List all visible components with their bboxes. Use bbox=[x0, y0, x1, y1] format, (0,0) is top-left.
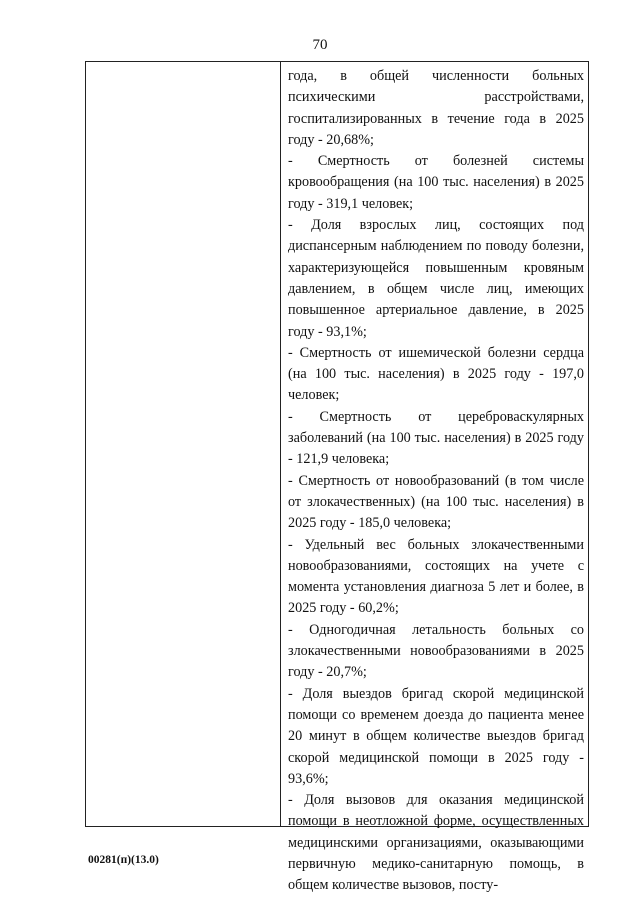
list-item: - Смертность от цереброваскулярных заболеваний (на 100 тыс. населения) в 2025 году - 121,9 человека; bbox=[288, 408, 584, 468]
list-item: - Доля выездов бригад скорой медицинской помощи со временем доезда до пациента менее 20 минут в общем количестве выездов бригад скорой медицинской помощи в 2025 году - 93,6%; bbox=[288, 685, 584, 787]
table-right-cell bbox=[281, 62, 588, 894]
list-item: - Смертность от болезней системы кровообращения (на 100 тыс. населения) в 2025 году - 319,1 человек; bbox=[288, 153, 584, 212]
list-item: - Смертность от ишемической болезни сердца (на 100 тыс. населения) в 2025 году - 197,0 человек; bbox=[288, 344, 584, 404]
document-code: 00281(п)(13.0) bbox=[88, 854, 159, 866]
page-number: 70 bbox=[312, 37, 328, 53]
list-item: - Доля взрослых лиц, состоящих под диспансерным наблюдением по поводу болезни, характеризующейся повышенным кровяным давлением, в общем числе лиц, имеющих повышенное артериальное давление, в 2025 году - 93,1%; bbox=[288, 217, 584, 340]
list-item: года, в общей численности больных психическими расстройствами, госпитализированных в течение года в 2025 году - 20,68%; bbox=[288, 68, 584, 148]
table-left-cell bbox=[86, 62, 281, 826]
list-item: - Одногодичная летальность больных со злокачественными новообразованиями в 2025 году - 20,7%; bbox=[288, 621, 584, 681]
list-item: - Смертность от новообразований (в том числе от злокачественных) (на 100 тыс. населения) в 2025 году - 185,0 человека; bbox=[288, 472, 584, 532]
list-item: - Доля вызовов для оказания медицинской помощи в неотложной форме, осуществленных медицинскими организациями, оказывающими первичную медико-санитарную помощь, в общем количестве вызовов, посту- bbox=[288, 792, 584, 894]
list-item: - Удельный вес больных злокачественными новообразованиями, состоящих на учете с момента установления диагноза 5 лет и более, в 2025 году - 60,2%; bbox=[288, 536, 584, 617]
